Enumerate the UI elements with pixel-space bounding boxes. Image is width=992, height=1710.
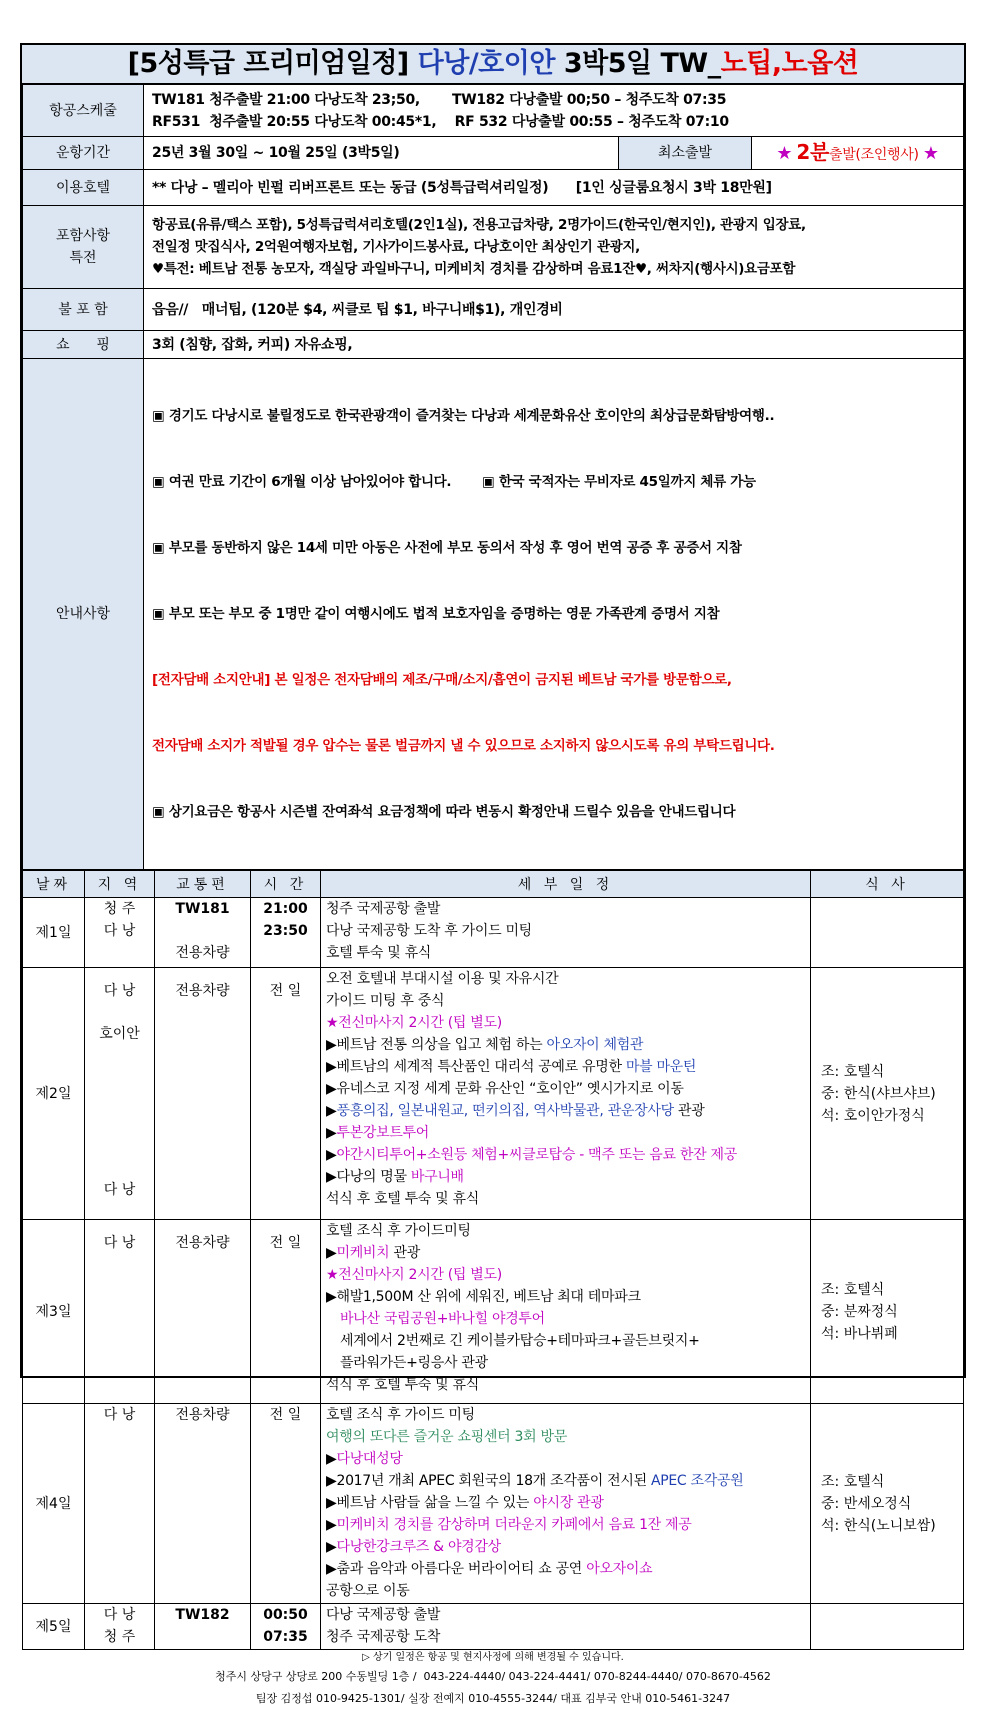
transport-cell — [155, 898, 251, 968]
include-label-line: 포함사항 — [55, 228, 111, 244]
star-icon: ★ — [776, 142, 793, 164]
exclude-value: 읍음// 매너팁, (120분 $4, 씨클로 팁 $1, 바구니배$1), 개인경비 — [144, 289, 964, 331]
item-text: ▶ — [326, 1245, 337, 1261]
time: 전 일 — [251, 1404, 321, 1604]
details-cell — [321, 1404, 811, 1604]
item-text: 관광 — [389, 1245, 420, 1261]
details-cell — [321, 898, 811, 968]
flight-code: TW181 — [175, 901, 230, 917]
massage-item: ★전신마사지 2시간 (팁 별도) — [326, 1015, 502, 1031]
item-text: ▶ — [326, 1103, 337, 1119]
header-time: 시 간 — [251, 871, 321, 898]
footer-contacts: 팀장 김정섭 010-9425-1301/ 실장 전예지 010-4555-3244/ 대표 김부국 안내 010-5461-3247 — [255, 1692, 731, 1705]
meals-cell — [811, 1220, 964, 1404]
highlight-text: 다낭대성당 — [336, 1451, 403, 1467]
highlight-text: 야시장 관광 — [533, 1495, 604, 1511]
schedule-item — [326, 1166, 805, 1188]
time-cell — [251, 898, 321, 968]
day-label: 제3일 — [23, 1220, 85, 1404]
schedule-item: 오전 호텔내 부대시설 이용 및 자유시간 — [326, 971, 559, 987]
highlight-text: 아오자이쇼 — [586, 1561, 653, 1577]
flight-schedule — [144, 85, 964, 137]
time: 21:00 — [263, 901, 308, 917]
notice-label: 안내사항 — [23, 359, 144, 870]
details-cell — [321, 1604, 811, 1650]
schedule-item: 다낭 국제공항 출발 — [326, 1607, 441, 1623]
e-cigarette-notice: 전자담배 소지가 적발될 경우 압수는 물론 벌금까지 낼 수 있으므로 소지하지 않으시도록 유의 부탁드립니다. — [152, 738, 775, 754]
item-text: ▶베트남의 세계적 특산품인 대리석 공예로 유명한 — [326, 1059, 626, 1075]
day-label: 제1일 — [23, 898, 85, 968]
transport: 전용차량 — [175, 945, 230, 961]
meal: 석: 바나뷔페 — [821, 1325, 898, 1342]
schedule-item: 호텔 조식 후 가이드 미팅 — [326, 1407, 475, 1423]
highlight-text: 다낭한강크루즈 & 야경감상 — [336, 1539, 501, 1555]
highlight-text: 풍흥의집, 일본내원교, 떤키의집, 역사박물관, 관운장사당 — [336, 1103, 674, 1119]
hotel-value: ** 다낭 – 멜리아 빈펄 리버프론트 또는 동급 (5성특급럭셔리일정) [1인 싱글룸요청시 3박 18만원] — [144, 170, 964, 206]
notice-line: ▣ 상기요금은 항공사 시즌별 잔여좌석 요금정책에 따라 변동시 확정안내 드릴수 있음을 안내드립니다 — [152, 804, 736, 820]
time: 07:35 — [263, 1629, 308, 1645]
region-cell — [85, 898, 155, 968]
transport: 전용차량 — [155, 1404, 251, 1604]
meals-cell — [811, 898, 964, 968]
meal: 중: 분짜정식 — [821, 1303, 898, 1320]
header-date: 날짜 — [23, 871, 85, 898]
item-text: 관광 — [673, 1103, 705, 1119]
highlight-text: 마블 마운틴 — [625, 1059, 697, 1075]
schedule-item: ▶해발1,500M 산 위에 세워진, 베트남 최대 테마파크 — [326, 1289, 641, 1305]
schedule-item: 플라워가든+링응사 관광 — [340, 1355, 488, 1371]
min-departure-text: 출발(조인행사) — [828, 146, 919, 163]
title-no-tip: 노팁,노옵션 — [720, 48, 859, 79]
region: 다 낭 — [103, 923, 136, 939]
footer-address: 청주시 상당구 상당로 200 수동빌딩 1층 / 043-224-4440/ 043-224-4441/ 070-8244-4440/ 070-8670-4562 — [215, 1670, 771, 1683]
meal: 중: 한식(샤브샤브) — [821, 1085, 936, 1102]
flight-code: TW182 — [155, 1604, 251, 1650]
schedule-item: 호텔 조식 후 가이드미팅 — [326, 1223, 471, 1239]
schedule-item — [326, 1536, 805, 1558]
include-label — [23, 206, 144, 289]
item-text: ▶춤과 음악과 아름다운 버라이어티 쇼 공연 — [326, 1561, 587, 1577]
flight-line: TW181 청주출발 21:00 다낭도착 23;50, TW182 다낭출발 00;50 – 청주도착 07:35 — [152, 91, 727, 108]
min-departure-count: 2분 — [796, 139, 829, 164]
flight-label: 항공스케줄 — [23, 85, 144, 137]
transport: 전용차량 — [155, 1220, 251, 1404]
shopping-value: 3회 (침향, 잡화, 커피) 자유쇼핑, — [144, 331, 964, 359]
page-title — [22, 45, 964, 84]
info-table — [22, 84, 964, 870]
item-text: ▶ — [326, 1517, 337, 1533]
meals-cell — [811, 1404, 964, 1604]
shopping-item: 여행의 또다른 즐거운 쇼핑센터 3회 방문 — [326, 1429, 567, 1445]
meal: 석: 호이안가정식 — [821, 1107, 925, 1124]
time: 전 일 — [251, 1220, 321, 1404]
notice-value — [144, 359, 964, 870]
highlight-text: 아오자이 체험관 — [546, 1037, 644, 1053]
notice-line: ▣ 경기도 다낭시로 불릴정도로 한국관광객이 즐겨찾는 다낭과 세계문화유산 호이안의 최상급문화탐방여행.. — [152, 408, 775, 424]
include-value — [144, 206, 964, 289]
period-value: 25년 3월 30일 ~ 10월 25일 (3박5일) — [144, 137, 619, 170]
region: 청 주 — [103, 901, 136, 917]
schedule-item — [326, 1144, 805, 1166]
item-text: ▶ — [326, 1539, 337, 1555]
schedule-item: 청주 국제공항 도착 — [326, 1629, 441, 1645]
region: 다 낭 — [103, 1607, 136, 1623]
title-duration: 3박5일 TW_ — [563, 48, 721, 79]
highlight-text: 미케비치 — [336, 1245, 390, 1261]
time-cell — [251, 1604, 321, 1650]
meals-cell — [811, 968, 964, 1220]
day3-row — [23, 1220, 964, 1404]
schedule-item: 호텔 투숙 및 휴식 — [326, 945, 432, 961]
hotel-label: 이용호텔 — [23, 170, 144, 206]
shopping-label: 쇼 핑 — [23, 331, 144, 359]
header-details: 세 부 일 정 — [321, 871, 811, 898]
meal: 석: 한식(노니보쌈) — [821, 1517, 936, 1534]
schedule-item — [326, 1492, 805, 1514]
footer — [22, 1650, 964, 1710]
schedule-item: 청주 국제공항 출발 — [326, 901, 441, 917]
schedule-item — [326, 1100, 805, 1122]
details-cell — [321, 1220, 811, 1404]
schedule-item — [326, 1470, 805, 1492]
e-cigarette-notice: [전자담배 소지안내] 본 일정은 전자담배의 제조/구매/소지/흡연이 금지된 베트남 국가를 방문함으로, — [152, 672, 732, 688]
transport: 전용차량 — [155, 968, 251, 1220]
time: 00:50 — [263, 1607, 308, 1623]
schedule-item: 석식 후 호텔 투숙 및 휴식 — [326, 1377, 479, 1393]
min-departure-label: 최소출발 — [619, 137, 752, 170]
star-icon: ★ — [922, 142, 939, 164]
title-destination: 다낭/호이안 — [417, 48, 555, 79]
day4-row — [23, 1404, 964, 1604]
meals-cell — [811, 1604, 964, 1650]
header-region: 지 역 — [85, 871, 155, 898]
time: 전 일 — [251, 968, 321, 1220]
schedule-table — [22, 870, 964, 1650]
include-line: ♥특전: 베트남 전통 농모자, 객실당 과일바구니, 미케비치 경치를 감상하며 음료1잔♥, 써차지(행사시)요금포함 — [152, 261, 796, 277]
schedule-item: 바나산 국립공원+바나힐 야경투어 — [340, 1311, 545, 1327]
itinerary-page — [20, 43, 966, 1705]
region: 다 낭 — [103, 983, 136, 999]
period-label: 운항기간 — [23, 137, 144, 170]
schedule-item: 세계에서 2번째로 긴 케이블카탑승+테마파크+골든브릿지+ — [340, 1333, 700, 1349]
include-line: 전일정 맛집식사, 2억원여행자보험, 기사가이드봉사료, 다낭호이안 최상인기 관광지, — [152, 239, 641, 255]
meal: 조: 호텔식 — [821, 1281, 885, 1298]
massage-item: ★전신마사지 2시간 (팁 별도) — [326, 1267, 502, 1283]
meal: 조: 호텔식 — [821, 1473, 885, 1490]
region: 다 낭 — [85, 1404, 155, 1604]
highlight-text: 투본강보트투어 — [336, 1125, 430, 1141]
highlight-text: 야간시티투어+소원등 체험+씨클로탑승 - 맥주 또는 음료 한잔 제공 — [336, 1147, 737, 1163]
item-text: ▶ — [326, 1451, 337, 1467]
day2-row — [23, 968, 964, 1220]
item-text: ▶베트남 전통 의상을 입고 체험 하는 — [326, 1037, 547, 1053]
schedule-item — [326, 1448, 805, 1470]
meal: 중: 반세오정식 — [821, 1495, 912, 1512]
day-label: 제4일 — [23, 1404, 85, 1604]
region: 다 낭 — [85, 1220, 155, 1404]
notice-line: ▣ 부모를 동반하지 않은 14세 미만 아동은 사전에 부모 동의서 작성 후 영어 번역 공증 후 공증서 지참 — [152, 540, 742, 556]
region: 다 낭 — [103, 1182, 136, 1198]
schedule-item — [326, 1056, 805, 1078]
item-text: ▶2017년 개최 APEC 회원국의 18개 조각품이 전시된 — [326, 1473, 651, 1489]
schedule-item: 공항으로 이동 — [326, 1583, 410, 1599]
day1-row — [23, 898, 964, 968]
schedule-item — [326, 1558, 805, 1580]
highlight-text: 미케비치 경치를 감상하며 더라운지 카페에서 음료 1잔 제공 — [336, 1517, 692, 1533]
header-meals: 식 사 — [811, 871, 964, 898]
item-text: ▶ — [326, 1147, 337, 1163]
day-label: 제5일 — [23, 1604, 85, 1650]
flight-line: RF531 청주출발 20:55 다낭도착 00:45*1, RF 532 다낭출발 00:55 – 청주도착 07:10 — [152, 113, 729, 130]
notice-line: ▣ 부모 또는 부모 중 1명만 같이 여행시에도 법적 보호자임을 증명하는 영문 가족관계 증명서 지참 — [152, 606, 720, 622]
region: 청 주 — [103, 1629, 136, 1645]
exclude-label: 불 포 함 — [23, 289, 144, 331]
header-transport: 교통편 — [155, 871, 251, 898]
item-text: ▶ — [326, 1125, 337, 1141]
include-line: 항공료(유류/택스 포함), 5성특급럭셔리호텔(2인1실), 전용고급차량, 2명가이드(한국인/현지인), 관광지 입장료, — [152, 217, 806, 233]
day-label: 제2일 — [23, 968, 85, 1220]
include-label-line: 특전 — [69, 250, 97, 266]
schedule-item: 다낭 국제공항 도착 후 가이드 미팅 — [326, 923, 532, 939]
schedule-item: 석식 후 호텔 투숙 및 휴식 — [326, 1191, 479, 1207]
title-prefix: [5성특급 프리미엄일정] — [127, 48, 409, 79]
time: 23:50 — [263, 923, 308, 939]
highlight-text: APEC 조각공원 — [650, 1473, 744, 1489]
region-cell — [85, 968, 155, 1220]
schedule-item: 가이드 미팅 후 중식 — [326, 993, 445, 1009]
schedule-item — [326, 1122, 805, 1144]
details-cell — [321, 968, 811, 1220]
notice-line: ▣ 여권 만료 기간이 6개월 이상 남아있어야 합니다. ▣ 한국 국적자는 무비자로 45일까지 체류 가능 — [152, 474, 756, 490]
item-text: ▶다낭의 명물 — [326, 1169, 411, 1185]
region: 호이안 — [99, 1026, 140, 1042]
schedule-item: ▶유네스코 지정 세계 문화 유산인 “호이안” 옛시가지로 이동 — [326, 1081, 684, 1097]
footer-note: ▷ 상기 일정은 항공 및 현지사정에 의해 변경될 수 있습니다. — [362, 1652, 624, 1663]
schedule-item — [326, 1034, 805, 1056]
meal: 조: 호텔식 — [821, 1063, 885, 1080]
min-departure-value — [752, 137, 964, 170]
schedule-item — [326, 1514, 805, 1536]
day5-row — [23, 1604, 964, 1650]
schedule-item — [326, 1242, 805, 1264]
highlight-text: 바구니배 — [410, 1169, 464, 1185]
region-cell — [85, 1604, 155, 1650]
item-text: ▶베트남 사람들 삶을 느낄 수 있는 — [326, 1495, 534, 1511]
